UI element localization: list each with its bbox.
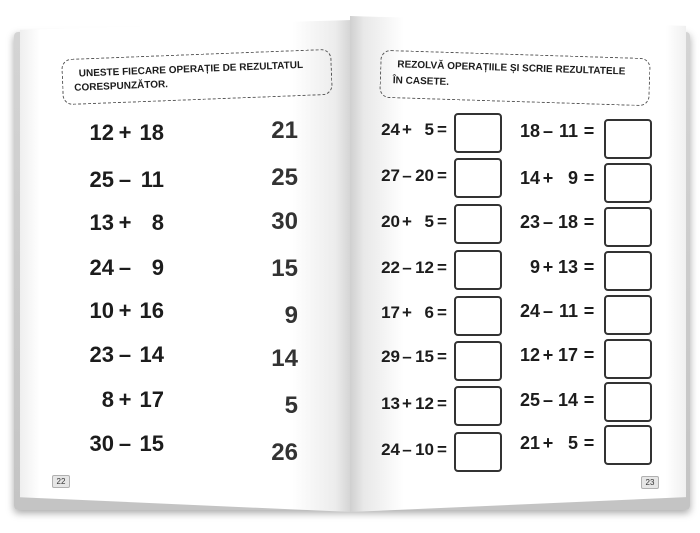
answer-box-c1-4 (454, 250, 502, 290)
answer-box-c1-1 (454, 113, 502, 153)
operand-b: 5 (424, 120, 434, 139)
exercise-row-c2-8 (516, 432, 600, 454)
answer-box-c1-7 (454, 386, 502, 426)
exercise-row-c1-4 (378, 257, 450, 279)
result-number-6: 14 (271, 345, 298, 372)
operand-b: 12 (415, 258, 434, 277)
result-number-5: 9 (284, 302, 298, 329)
equals-sign: = (583, 390, 595, 410)
operand-a: 9 (529, 257, 540, 277)
operand-b: 11 (558, 301, 578, 321)
exercise-row-c1-1 (378, 119, 450, 141)
operator: – (118, 342, 132, 367)
operand-a: 13 (381, 394, 400, 413)
operator: + (542, 168, 554, 188)
operand-a: 14 (519, 168, 540, 188)
operand-b: 5 (424, 212, 434, 231)
operand-a: 25 (89, 167, 114, 192)
operand-b: 17 (557, 345, 578, 365)
operand-a: 21 (519, 433, 540, 453)
exercise-row-c2-6 (516, 344, 600, 366)
instruction-line-1: UNESTE FIECARE OPERAȚIE DE REZULTATUL (78, 59, 304, 80)
operand-b: 18 (557, 212, 578, 232)
answer-box-c1-2 (454, 158, 502, 198)
operand-b: 13 (557, 257, 578, 277)
operand-b: 14 (139, 342, 164, 367)
operand-b: 9 (151, 255, 164, 280)
result-number-7: 5 (284, 392, 298, 419)
equals-sign: = (583, 433, 595, 453)
operator: – (402, 347, 412, 366)
result-number-4: 15 (271, 255, 298, 282)
equals-sign: = (437, 120, 447, 139)
operator: + (118, 387, 132, 412)
operation-row-3 (86, 210, 166, 236)
result-number-1: 21 (271, 117, 298, 144)
equals-sign: = (583, 168, 595, 188)
operation-row-4 (86, 255, 166, 281)
operation-row-5 (86, 298, 166, 324)
exercise-row-c2-7 (516, 389, 600, 411)
equals-sign: = (437, 394, 447, 413)
equals-sign: = (437, 347, 447, 366)
operand-b: 18 (139, 120, 164, 145)
answer-box-c2-7 (604, 382, 652, 422)
equals-sign: = (437, 440, 447, 459)
operand-a: 20 (381, 212, 400, 231)
answer-box-c1-5 (454, 296, 502, 336)
result-number-8: 26 (271, 439, 298, 466)
operand-a: 24 (89, 255, 114, 280)
answer-box-c1-6 (454, 341, 502, 381)
operand-b: 17 (139, 387, 164, 412)
operation-row-2 (86, 167, 166, 193)
answer-box-c2-8 (604, 425, 652, 465)
operator: – (118, 255, 132, 280)
instruction-line-2: ÎN CASETE. (392, 75, 450, 88)
operand-b: 11 (140, 167, 164, 192)
operand-b: 6 (424, 303, 434, 322)
operand-a: 12 (89, 120, 114, 145)
exercise-row-c1-3 (378, 211, 450, 233)
exercise-row-c2-1 (516, 120, 600, 142)
equals-sign: = (437, 166, 447, 185)
operator: – (542, 390, 553, 410)
operator: – (542, 301, 553, 321)
operator: – (402, 166, 412, 185)
answer-box-c1-3 (454, 204, 502, 244)
operand-b: 9 (567, 168, 578, 188)
operand-a: 10 (89, 298, 114, 323)
operand-a: 30 (89, 431, 114, 456)
operand-a: 8 (101, 387, 114, 412)
operand-a: 23 (519, 212, 540, 232)
operator: – (118, 167, 132, 192)
operand-b: 20 (415, 166, 434, 185)
operator: + (402, 303, 412, 322)
equals-sign: = (437, 258, 447, 277)
page-number-left: 22 (52, 475, 70, 488)
answer-box-c2-3 (604, 207, 652, 247)
operand-a: 18 (519, 121, 540, 141)
operator: – (402, 258, 412, 277)
instruction-box-right (379, 50, 650, 106)
operation-row-7 (86, 387, 166, 413)
operator: + (118, 120, 132, 145)
instruction-line-2: CORESPUNZĂTOR. (74, 79, 169, 94)
operand-a: 17 (381, 303, 400, 322)
operand-a: 23 (89, 342, 114, 367)
operand-b: 16 (139, 298, 164, 323)
equals-sign: = (437, 212, 447, 231)
answer-box-c2-5 (604, 295, 652, 335)
answer-box-c2-1 (604, 119, 652, 159)
exercise-row-c1-7 (378, 393, 450, 415)
operator: + (402, 212, 412, 231)
operator: + (118, 210, 132, 235)
answer-box-c2-6 (604, 339, 652, 379)
operator: – (542, 121, 553, 141)
operator: – (542, 212, 553, 232)
operation-row-6 (86, 342, 166, 368)
operand-b: 8 (151, 210, 164, 235)
answer-box-c2-4 (604, 251, 652, 291)
operand-a: 27 (381, 166, 400, 185)
operand-b: 10 (415, 440, 434, 459)
operand-a: 24 (381, 440, 400, 459)
exercise-row-c2-3 (516, 211, 600, 233)
operand-a: 22 (381, 258, 400, 277)
operator: + (402, 394, 412, 413)
equals-sign: = (583, 212, 595, 232)
result-number-2: 25 (271, 164, 298, 191)
operator: + (542, 345, 554, 365)
operand-a: 24 (519, 301, 540, 321)
operation-row-1 (86, 120, 166, 146)
exercise-row-c1-2 (378, 165, 450, 187)
operand-b: 12 (415, 394, 434, 413)
operand-b: 11 (558, 121, 578, 141)
operation-row-8 (86, 431, 166, 457)
equals-sign: = (583, 345, 595, 365)
exercise-row-c1-8 (378, 439, 450, 461)
operand-b: 15 (139, 431, 164, 456)
page-number-right: 23 (641, 476, 659, 489)
operand-a: 24 (381, 120, 400, 139)
operator: – (402, 440, 412, 459)
operator: + (542, 257, 554, 277)
exercise-row-c1-5 (378, 302, 450, 324)
operand-a: 13 (89, 210, 114, 235)
operator: + (402, 120, 412, 139)
exercise-row-c2-5 (516, 300, 600, 322)
instruction-line-1: REZOLVĂ OPERAȚIILE ȘI SCRIE REZULTATELE (397, 59, 626, 78)
operand-a: 12 (519, 345, 540, 365)
answer-box-c2-2 (604, 163, 652, 203)
equals-sign: = (437, 303, 447, 322)
operator: + (542, 433, 554, 453)
exercise-row-c2-4 (516, 256, 600, 278)
operator: – (118, 431, 132, 456)
answer-box-c1-8 (454, 432, 502, 472)
equals-sign: = (583, 301, 595, 321)
equals-sign: = (583, 257, 595, 277)
operand-b: 15 (415, 347, 434, 366)
exercise-row-c1-6 (378, 346, 450, 368)
exercise-row-c2-2 (516, 167, 600, 189)
operand-b: 14 (557, 390, 578, 410)
operand-b: 5 (567, 433, 578, 453)
equals-sign: = (583, 121, 595, 141)
result-number-3: 30 (271, 208, 298, 235)
operand-a: 25 (519, 390, 540, 410)
operand-a: 29 (381, 347, 400, 366)
operator: + (118, 298, 132, 323)
